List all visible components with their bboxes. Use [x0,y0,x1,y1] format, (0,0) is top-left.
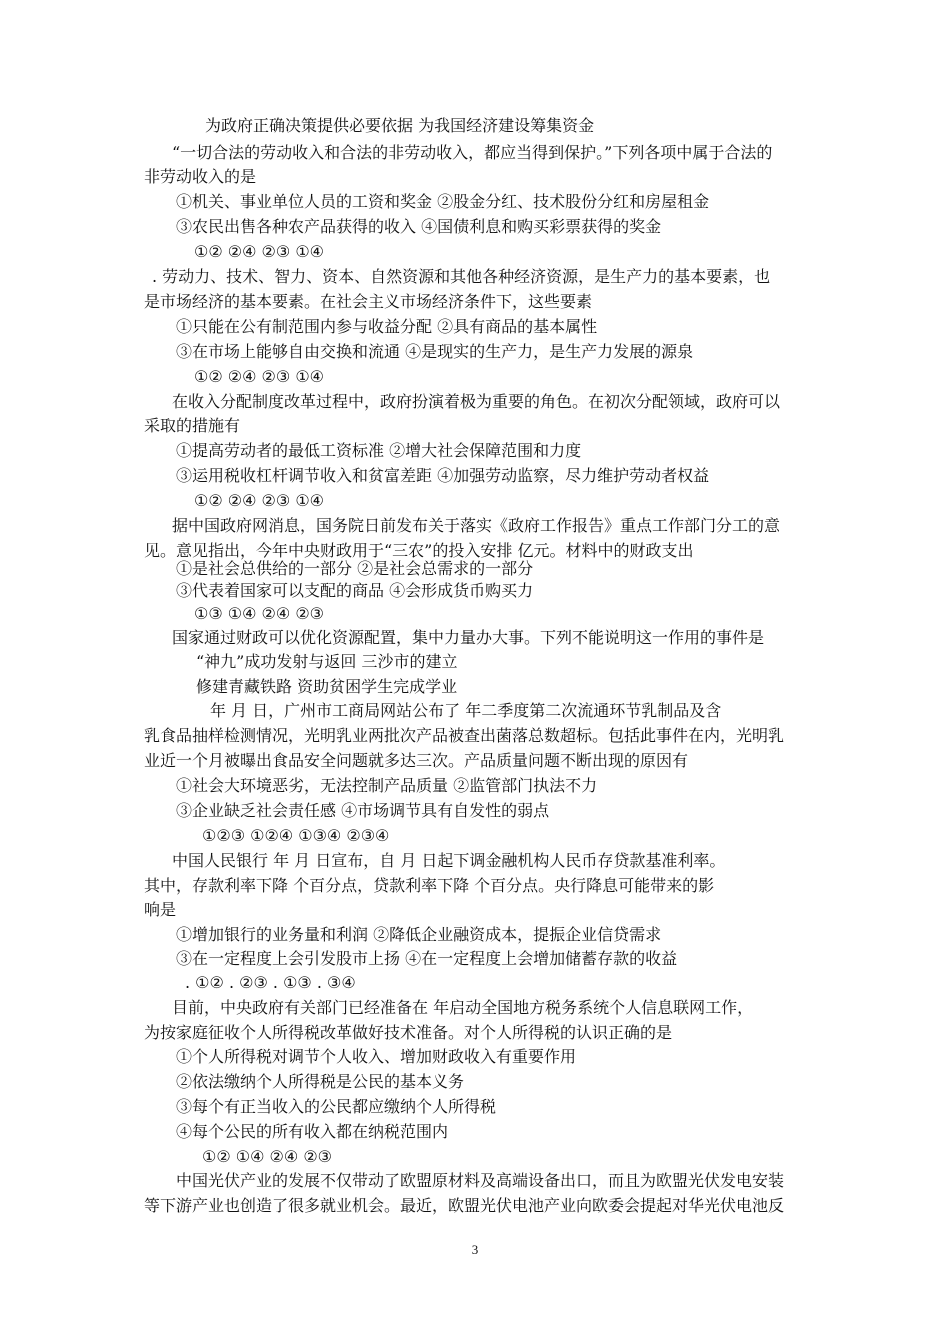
text-line: . ①② . ②③ . ①③ . ③④ [185,973,356,992]
text-line: 为政府正确决策提供必要依据 为我国经济建设筹集资金 [205,116,595,135]
text-line: ③运用税收杠杆调节收入和贫富差距 ④加强劳动监察，尽力维护劳动者权益 [176,466,710,485]
text-line: ①② ②④ ②③ ①④ [194,491,325,510]
text-line: ③代表着国家可以支配的商品 ④会形成货币购买力 [176,581,534,600]
text-line: 国家通过财政可以优化资源配置，集中力量办大事。下列不能说明这一作用的事件是 [172,628,765,647]
text-line: 见。意见指出，今年中央财政用于“三农”的投入安排 亿元。材料中的财政支出 [144,541,694,560]
text-line: ③农民出售各种农产品获得的收入 ④国债利息和购买彩票获得的奖金 [176,217,662,236]
text-line: 其中，存款利率下降 个百分点，贷款利率下降 个百分点。央行降息可能带来的影 [144,876,715,895]
text-line: ①②③ ①②④ ①③④ ②③④ [202,826,390,845]
text-line: . 劳动力、技术、智力、资本、自然资源和其他各种经济资源，是生产力的基本要素，也 [152,267,771,286]
text-line: 响是 [144,900,177,919]
text-line: ①个人所得税对调节个人收入、增加财政收入有重要作用 [176,1047,577,1066]
text-line: ③企业缺乏社会责任感 ④市场调节具有自发性的弱点 [176,801,550,820]
text-line: ④每个公民的所有收入都在纳税范围内 [176,1122,449,1141]
text-line: ①机关、事业单位人员的工资和奖金 ②股金分红、技术股份分红和房屋租金 [176,192,710,211]
text-line: ②依法缴纳个人所得税是公民的基本义务 [176,1072,465,1091]
text-line: 在收入分配制度改革过程中，政府扮演着极为重要的角色。在初次分配领域，政府可以 [172,392,781,411]
text-line: 修建青藏铁路 资助贫困学生完成学业 [196,677,458,696]
text-line: 是市场经济的基本要素。在社会主义市场经济条件下，这些要素 [144,292,593,311]
text-line: ①② ②④ ②③ ①④ [194,242,325,261]
text-line: 年 月 日，广州市工商局网站公布了 年二季度第二次流通环节乳制品及含 [210,701,722,720]
text-line: ③在市场上能够自由交换和流通 ④是现实的生产力，是生产力发展的源泉 [176,342,694,361]
text-line: 非劳动收入的是 [144,167,257,186]
text-line: 目前，中央政府有关部门已经准备在 年启动全国地方税务系统个人信息联网工作， [172,998,754,1017]
page-number: 3 [471,1242,479,1257]
text-line: “神九”成功发射与返回 三沙市的建立 [196,652,458,671]
text-line: ①只能在公有制范围内参与收益分配 ②具有商品的基本属性 [176,317,598,336]
text-line: ①是社会总供给的一部分 ②是社会总需求的一部分 [176,559,534,578]
text-line: ①③ ①④ ②④ ②③ [194,604,325,623]
text-line: ①提高劳动者的最低工资标准 ②增大社会保障范围和力度 [176,441,582,460]
text-line: 为按家庭征收个人所得税改革做好技术准备。对个人所得税的认识正确的是 [144,1023,673,1042]
text-line: 乳食品抽样检测情况，光明乳业两批次产品被查出菌落总数超标。包括此事件在内，光明乳 [144,726,785,745]
text-line: ③每个有正当收入的公民都应缴纳个人所得税 [176,1097,497,1116]
text-line: ③在一定程度上会引发股市上扬 ④在一定程度上会增加储蓄存款的收益 [176,949,678,968]
text-line: 据中国政府网消息，国务院日前发布关于落实《政府工作报告》重点工作部门分工的意 [172,516,781,535]
text-line: 中国人民银行 年 月 日宣布，自 月 日起下调金融机构人民币存贷款基准利率。 [172,851,726,870]
text-line: 等下游产业也创造了很多就业机会。最近，欧盟光伏电池产业向欧委会提起对华光伏电池反 [144,1196,785,1215]
text-line: 业近一个月被曝出食品安全问题就多达三次。产品质量问题不断出现的原因有 [144,751,689,770]
text-line: 采取的措施有 [144,416,241,435]
text-line: 中国光伏产业的发展不仅带动了欧盟原材料及高端设备出口，而且为欧盟光伏发电安装 [176,1171,785,1190]
text-line: ①增加银行的业务量和利润 ②降低企业融资成本，提振企业信贷需求 [176,925,662,944]
text-line: ①② ②④ ②③ ①④ [194,367,325,386]
text-line: ①社会大环境恶劣，无法控制产品质量 ②监管部门执法不力 [176,776,598,795]
text-line: “一切合法的劳动收入和合法的非劳动收入，都应当得到保护。”下列各项中属于合法的 [172,143,773,162]
text-line: ①② ①④ ②④ ②③ [202,1147,333,1166]
